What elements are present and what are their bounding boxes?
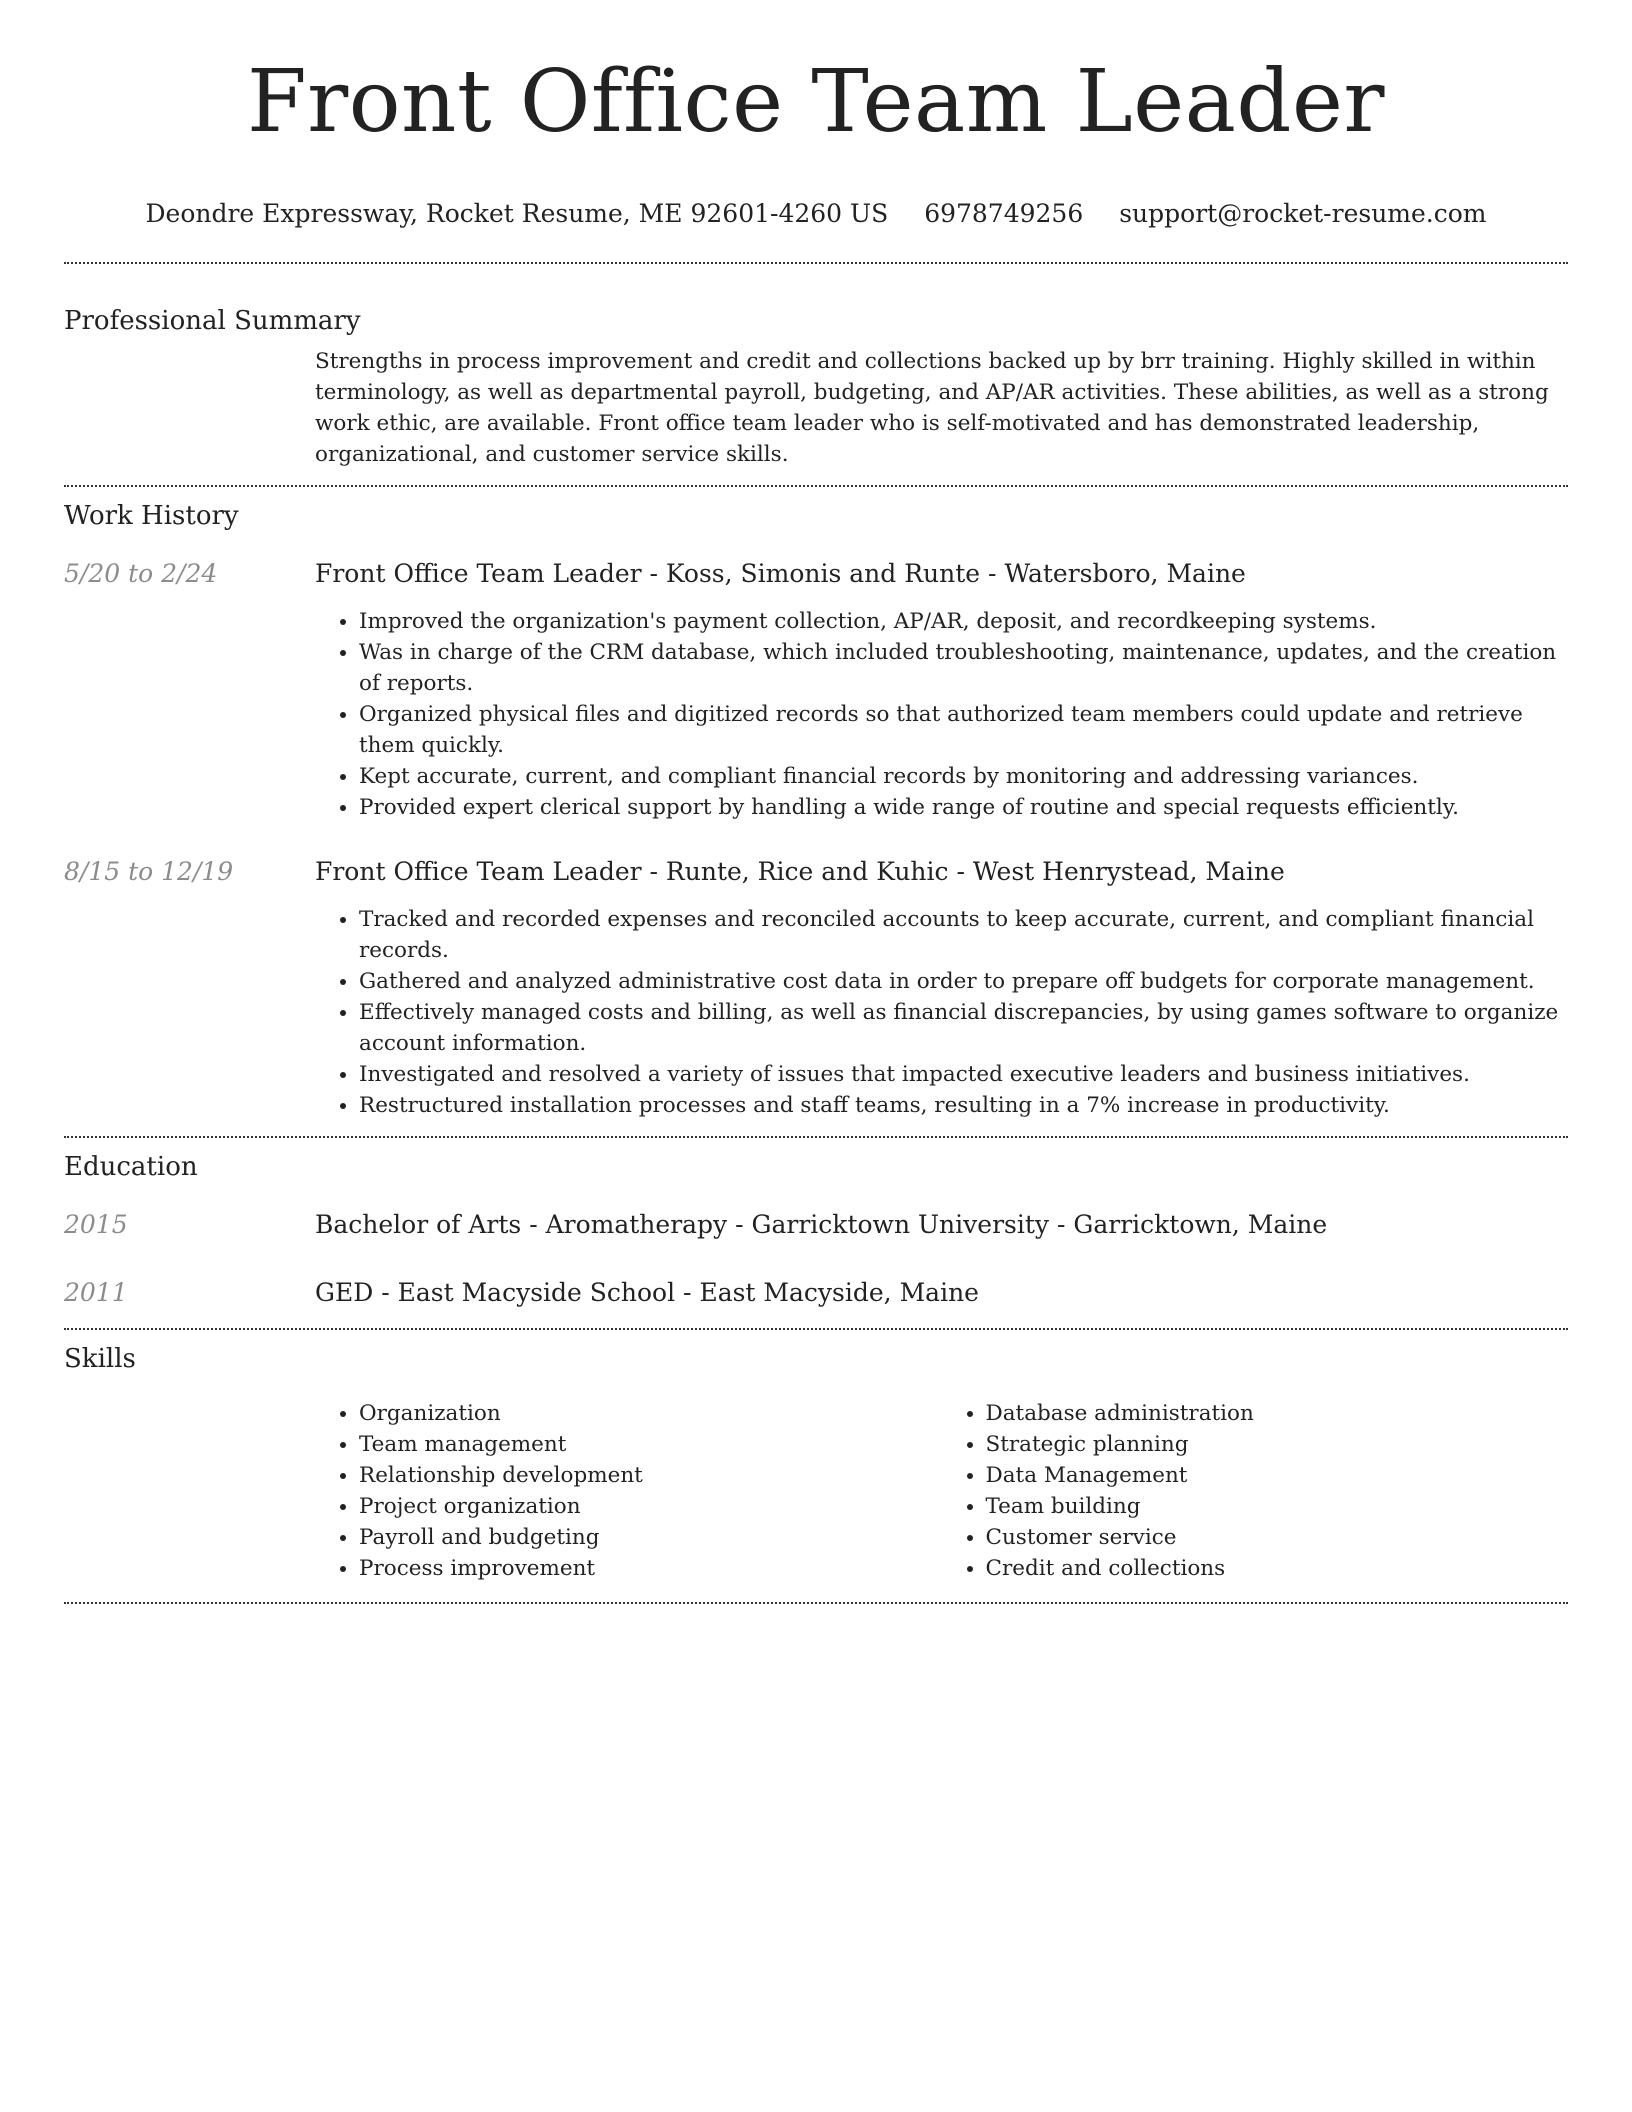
list-item: • Improved the organization's payment collection, AP/AR, deposit, and recordkeeping systems. [359, 606, 1568, 637]
list-item: • Restructured installation processes and staff teams, resulting in a 7% increase in productivity. [359, 1090, 1568, 1121]
contact-phone: 6978749256 [924, 199, 1084, 228]
divider [64, 1602, 1568, 1604]
section-title-education: Education [64, 1152, 198, 1182]
list-item: • Database administration [986, 1398, 1569, 1429]
contact-email: support@rocket-resume.com [1119, 199, 1487, 228]
skills-section [0, 1342, 1632, 1584]
skills-row [64, 1398, 1568, 1584]
resume-name: Front Office Team Leader [247, 52, 1385, 152]
list-item: • Project organization [359, 1491, 942, 1522]
education-year: 2011 [64, 1278, 128, 1307]
summary-section [0, 304, 1632, 470]
skills-list-right [942, 1398, 1569, 1584]
list-item: • Provided expert clerical support by handling a wide range of routine and special requests efficiently. [359, 792, 1568, 823]
list-item: • Customer service [986, 1522, 1569, 1553]
education-entry [64, 1208, 1568, 1242]
list-item: • Effectively managed costs and billing, as well as financial discrepancies, by using games software to organize account information. [359, 997, 1568, 1059]
education-year: 2015 [64, 1210, 128, 1239]
list-item: • Was in charge of the CRM database, which included troubleshooting, maintenance, updates, and the creation of reports. [359, 637, 1568, 699]
list-item: • Payroll and budgeting [359, 1522, 942, 1553]
section-title-summary: Professional Summary [64, 306, 361, 336]
job-entry [64, 557, 1568, 823]
summary-text: Strengths in process improvement and credit and collections backed up by brr training. Highly skilled in within terminology, as well as departmental payroll, budgeting, and AP/AR activities. These abilities, as well as a strong work ethic, are available. Front office team leader who is self-motivated and has demonstrated leadership, organizational, and customer service skills. [315, 349, 1549, 467]
list-item: • Organized physical files and digitized records so that authorized team members could update and retrieve them quickly. [359, 699, 1568, 761]
section-title-work: Work History [64, 501, 239, 531]
education-text: Bachelor of Arts - Aromatherapy - Garricktown University - Garricktown, Maine [315, 1210, 1328, 1239]
job-heading: Front Office Team Leader - Runte, Rice and Kuhic - West Henrystead, Maine [315, 857, 1285, 886]
work-history-section [0, 499, 1632, 1121]
section-title-skills: Skills [64, 1344, 136, 1374]
job-heading: Front Office Team Leader - Koss, Simonis and Runte - Watersboro, Maine [315, 559, 1246, 588]
list-item: • Strategic planning [986, 1429, 1569, 1460]
list-item: • Gathered and analyzed administrative cost data in order to prepare off budgets for corporate management. [359, 966, 1568, 997]
job-dates: 8/15 to 12/19 [64, 857, 234, 886]
list-item: • Organization [359, 1398, 942, 1429]
list-item: • Team building [986, 1491, 1569, 1522]
list-item: • Tracked and recorded expenses and reconciled accounts to keep accurate, current, and compliant financial records. [359, 904, 1568, 966]
job-bullets [315, 904, 1568, 1121]
divider [64, 485, 1568, 487]
contact-address: Deondre Expressway, Rocket Resume, ME 92601-4260 US [145, 199, 889, 228]
contact-line [0, 198, 1632, 230]
job-dates: 5/20 to 2/24 [64, 559, 218, 588]
list-item: • Kept accurate, current, and compliant financial records by monitoring and addressing variances. [359, 761, 1568, 792]
education-section [0, 1150, 1632, 1310]
job-bullets [315, 606, 1568, 823]
skills-list-left [315, 1398, 942, 1584]
list-item: • Team management [359, 1429, 942, 1460]
divider [64, 262, 1568, 264]
divider [64, 1136, 1568, 1138]
education-entry [64, 1276, 1568, 1310]
list-item: • Credit and collections [986, 1553, 1569, 1584]
summary-row [64, 346, 1568, 470]
list-item: • Process improvement [359, 1553, 942, 1584]
job-entry [64, 855, 1568, 1121]
list-item: • Data Management [986, 1460, 1569, 1491]
education-text: GED - East Macyside School - East Macyside, Maine [315, 1278, 979, 1307]
list-item: • Relationship development [359, 1460, 942, 1491]
divider [64, 1328, 1568, 1330]
list-item: • Investigated and resolved a variety of issues that impacted executive leaders and business initiatives. [359, 1059, 1568, 1090]
